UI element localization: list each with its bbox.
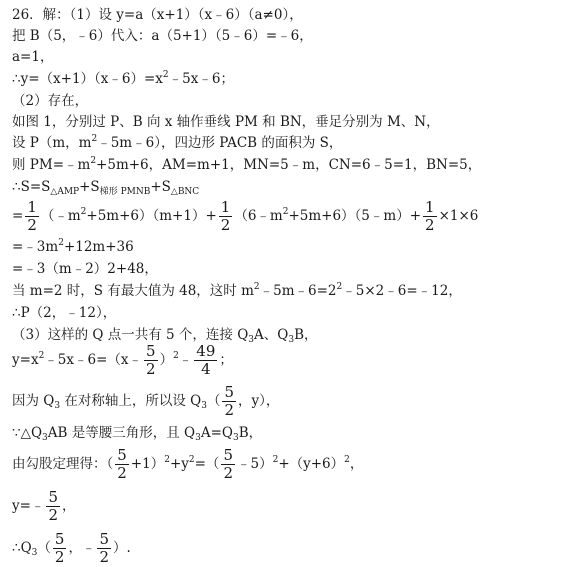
p1-line-4: [12, 70, 234, 88]
exponent: 2: [91, 134, 98, 144]
p3-line-3: [12, 383, 279, 419]
subscript: 3: [201, 401, 207, 411]
text: =（: [194, 456, 220, 472]
text: ﹣5×2﹣6=﹣12，: [342, 283, 462, 299]
p2-line-8: [12, 260, 158, 278]
text: 26．解：（1）设 y=a（x+1）（x﹣6）（a≠0），: [12, 7, 303, 23]
text: +5m+6）（5﹣m）+: [288, 208, 422, 224]
triangle-symbol: △: [170, 187, 178, 197]
text: ×1×6: [438, 208, 479, 224]
text: （: [37, 540, 51, 556]
text: ∴Q: [12, 540, 32, 556]
fraction-half: $\frac{1}{2}$: [27, 198, 37, 234]
p3-line-5: [12, 446, 363, 482]
subscript: AMP: [57, 187, 80, 197]
text: A、Q: [254, 327, 289, 343]
subscript: 3: [248, 335, 255, 345]
p2-line-5: [12, 178, 199, 196]
subscript: 3: [232, 433, 239, 443]
text: ﹣5）: [236, 456, 273, 472]
fraction-49-4: $\frac{49}{4}$: [196, 342, 216, 378]
fraction-five-halves: $\frac{5}{2}$: [117, 446, 127, 482]
text: +y: [169, 456, 189, 472]
text: （: [206, 393, 221, 409]
text: B，: [294, 327, 318, 343]
exponent: 2: [162, 70, 169, 80]
text: +1）: [130, 456, 165, 472]
p2-line-7: [12, 238, 134, 256]
text: y=x: [12, 352, 39, 368]
text: ﹣: [178, 352, 193, 368]
text: y=﹣: [12, 498, 45, 514]
p2-line-9: [12, 282, 462, 300]
p3-line-6: [12, 488, 76, 524]
text: ；: [219, 352, 233, 368]
text: +5m+6）（m+1）+: [86, 208, 217, 224]
text: +S: [79, 179, 100, 195]
text: B，: [238, 425, 263, 441]
subscript: 3: [54, 401, 61, 411]
subscript: 梯形: [99, 187, 118, 197]
text: ﹣5m﹣6），四边形 PACB 的面积为 S，: [97, 135, 343, 151]
text: a=1，: [12, 49, 54, 65]
text: ）: [159, 352, 174, 368]
triangle-symbol: △: [50, 187, 58, 197]
text: ﹣5x﹣6；: [168, 71, 234, 87]
text: 设 P（m，m: [12, 135, 92, 151]
text: A=Q: [200, 425, 233, 441]
subscript: BNC: [177, 187, 200, 197]
fraction-half: $\frac{1}{2}$: [220, 198, 231, 234]
text: +（y+6）: [278, 456, 345, 472]
p2-line-3: [12, 134, 342, 152]
text: ，: [349, 456, 364, 472]
p1-line-2: [12, 27, 313, 45]
text: ，y），: [238, 393, 280, 409]
subscript: 3: [31, 548, 38, 558]
exponent: 2: [253, 282, 260, 292]
text: +12m+36: [63, 239, 134, 255]
exponent: 2: [272, 455, 279, 465]
exponent: 2: [344, 455, 350, 465]
exponent: 2: [188, 455, 195, 465]
p2-line-1: [12, 92, 88, 110]
text: （﹣m: [40, 208, 81, 224]
text: 在对称轴上，所以设 Q: [60, 393, 202, 409]
fraction-five-halves: $\frac{5}{2}$: [54, 530, 65, 566]
text: ，: [62, 498, 76, 514]
subscript: PMNB: [120, 187, 151, 197]
text: ，﹣: [68, 540, 96, 556]
exponent: 2: [90, 156, 97, 166]
exponent: 2: [164, 455, 170, 465]
subscript: 3: [42, 433, 48, 443]
text: ﹣5m﹣6=2: [259, 283, 337, 299]
text: ﹣5x﹣6=（x﹣: [44, 352, 143, 368]
p1-line-3: [12, 48, 53, 66]
text: AB 是等腰三角形，且 Q: [47, 425, 196, 441]
p3-line-2: [12, 342, 233, 378]
text: 当 m=2 时，S 有最大值为 48，这时 m: [12, 283, 254, 299]
exponent: 2: [336, 282, 343, 292]
text: ∴P（2，﹣12），: [12, 305, 117, 321]
fraction-five-halves: $\frac{5}{2}$: [146, 342, 156, 378]
fraction-five-halves: $\frac{5}{2}$: [223, 446, 233, 482]
fraction-five-halves: $\frac{5}{2}$: [99, 530, 109, 566]
p1-line-1: [12, 6, 303, 24]
text: 因为 Q: [12, 393, 55, 409]
text: 把 B（5，﹣6）代入：a（5+1）（5﹣6）=﹣6，: [12, 28, 313, 44]
p3-line-7: [12, 530, 131, 566]
subscript: 3: [288, 335, 295, 345]
text: 如图 1，分别过 P、B 向 x 轴作垂线 PM 和 BN，垂足分别为 M、N，: [12, 114, 440, 130]
fraction-five-halves: $\frac{5}{2}$: [224, 383, 235, 419]
text: ∴y=（x+1）（x﹣6）=x: [12, 71, 163, 87]
text: ）.: [113, 540, 131, 556]
text: ∴S=S: [12, 179, 51, 195]
fraction-five-halves: $\frac{5}{2}$: [48, 488, 58, 524]
exponent: 2: [282, 207, 289, 217]
text: +S: [150, 179, 171, 195]
p2-line-10: [12, 304, 116, 322]
p2-line-4: [12, 156, 481, 174]
exponent: 2: [58, 238, 64, 248]
text: （6﹣m: [234, 208, 283, 224]
text: 由勾股定理得：（: [12, 456, 114, 472]
fraction-half: $\frac{1}{2}$: [425, 198, 435, 234]
text: ∵△Q: [12, 425, 43, 441]
exponent: 2: [38, 351, 45, 361]
text: =: [12, 208, 24, 224]
text: =﹣3m: [12, 239, 59, 255]
p3-line-4: [12, 424, 262, 442]
p2-line-6: [12, 198, 478, 234]
text: 则 PM=﹣m: [12, 157, 91, 173]
text: （3）这样的 Q 点一共有 5 个，连接 Q: [12, 327, 249, 343]
text: +5m+6，AM=m+1，MN=5﹣m，CN=6﹣5=1，BN=5，: [96, 157, 482, 173]
subscript: 3: [195, 433, 201, 443]
p2-line-2: [12, 113, 440, 131]
text: （2）存在，: [12, 93, 89, 109]
exponent: 2: [80, 207, 87, 217]
exponent: 2: [173, 351, 179, 361]
text: =﹣3（m﹣2）2+48，: [12, 261, 158, 277]
